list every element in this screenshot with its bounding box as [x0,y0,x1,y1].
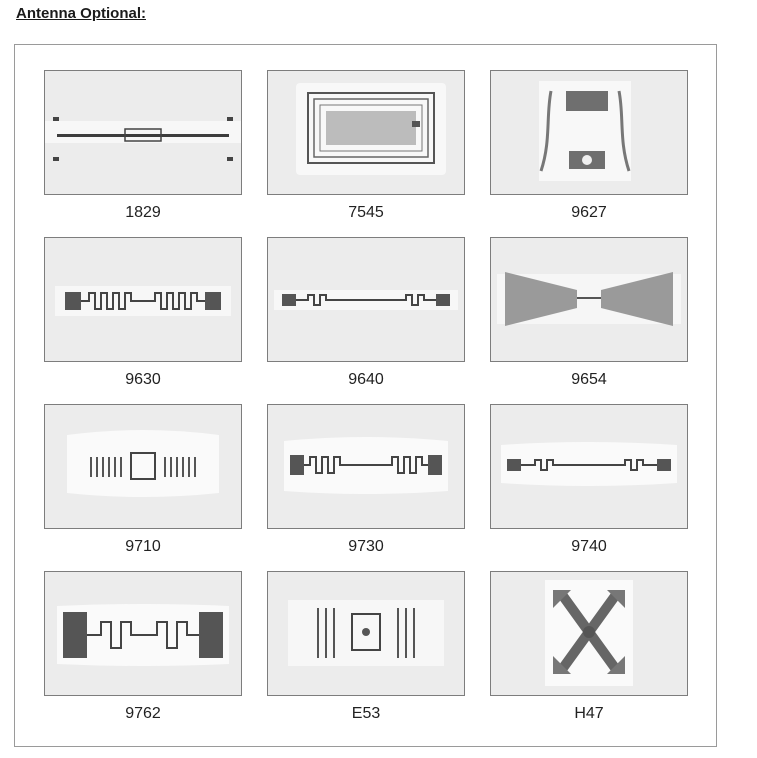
square-coil-antenna-icon [268,71,464,194]
antenna-gallery [14,44,717,747]
antenna-photo [490,237,688,362]
antenna-model-label: 1829 [125,204,161,221]
compact-folded-antenna-icon [491,71,687,194]
antenna-photo [490,404,688,529]
antenna-photo [267,571,465,696]
antenna-model-label: 9710 [125,538,161,555]
meander-antenna-icon [268,405,464,528]
antenna-photo [267,70,465,195]
cross-pattern-antenna-icon [491,572,687,695]
antenna-photo [267,237,465,362]
slim-dipole-antenna-icon [45,71,241,194]
antenna-model-label: 9730 [348,538,384,555]
antenna-photo [267,404,465,529]
antenna-photo [44,404,242,529]
antenna-photo [490,571,688,696]
meander-antenna-icon [45,238,241,361]
antenna-photo [44,571,242,696]
section-heading: Antenna Optional: [16,5,146,22]
antenna-model-label: 9740 [571,538,607,555]
antenna-model-label: 9654 [571,371,607,388]
meander-antenna-icon [45,405,241,528]
antenna-photo [44,237,242,362]
antenna-model-label: H47 [574,705,604,722]
antenna-model-label: 9630 [125,371,161,388]
antenna-model-label: E53 [351,705,381,722]
large-pad-antenna-icon [45,572,241,695]
antenna-model-label: 9627 [571,204,607,221]
antenna-model-label: 9762 [125,705,161,722]
slim-meander-antenna-icon [491,405,687,528]
antenna-model-label: 7545 [348,204,384,221]
wide-plate-antenna-icon [491,238,687,361]
antenna-photo [44,70,242,195]
antenna-photo [490,70,688,195]
antenna-model-label: 9640 [348,371,384,388]
square-meander-antenna-icon [268,572,464,695]
slim-meander-antenna-icon [268,238,464,361]
